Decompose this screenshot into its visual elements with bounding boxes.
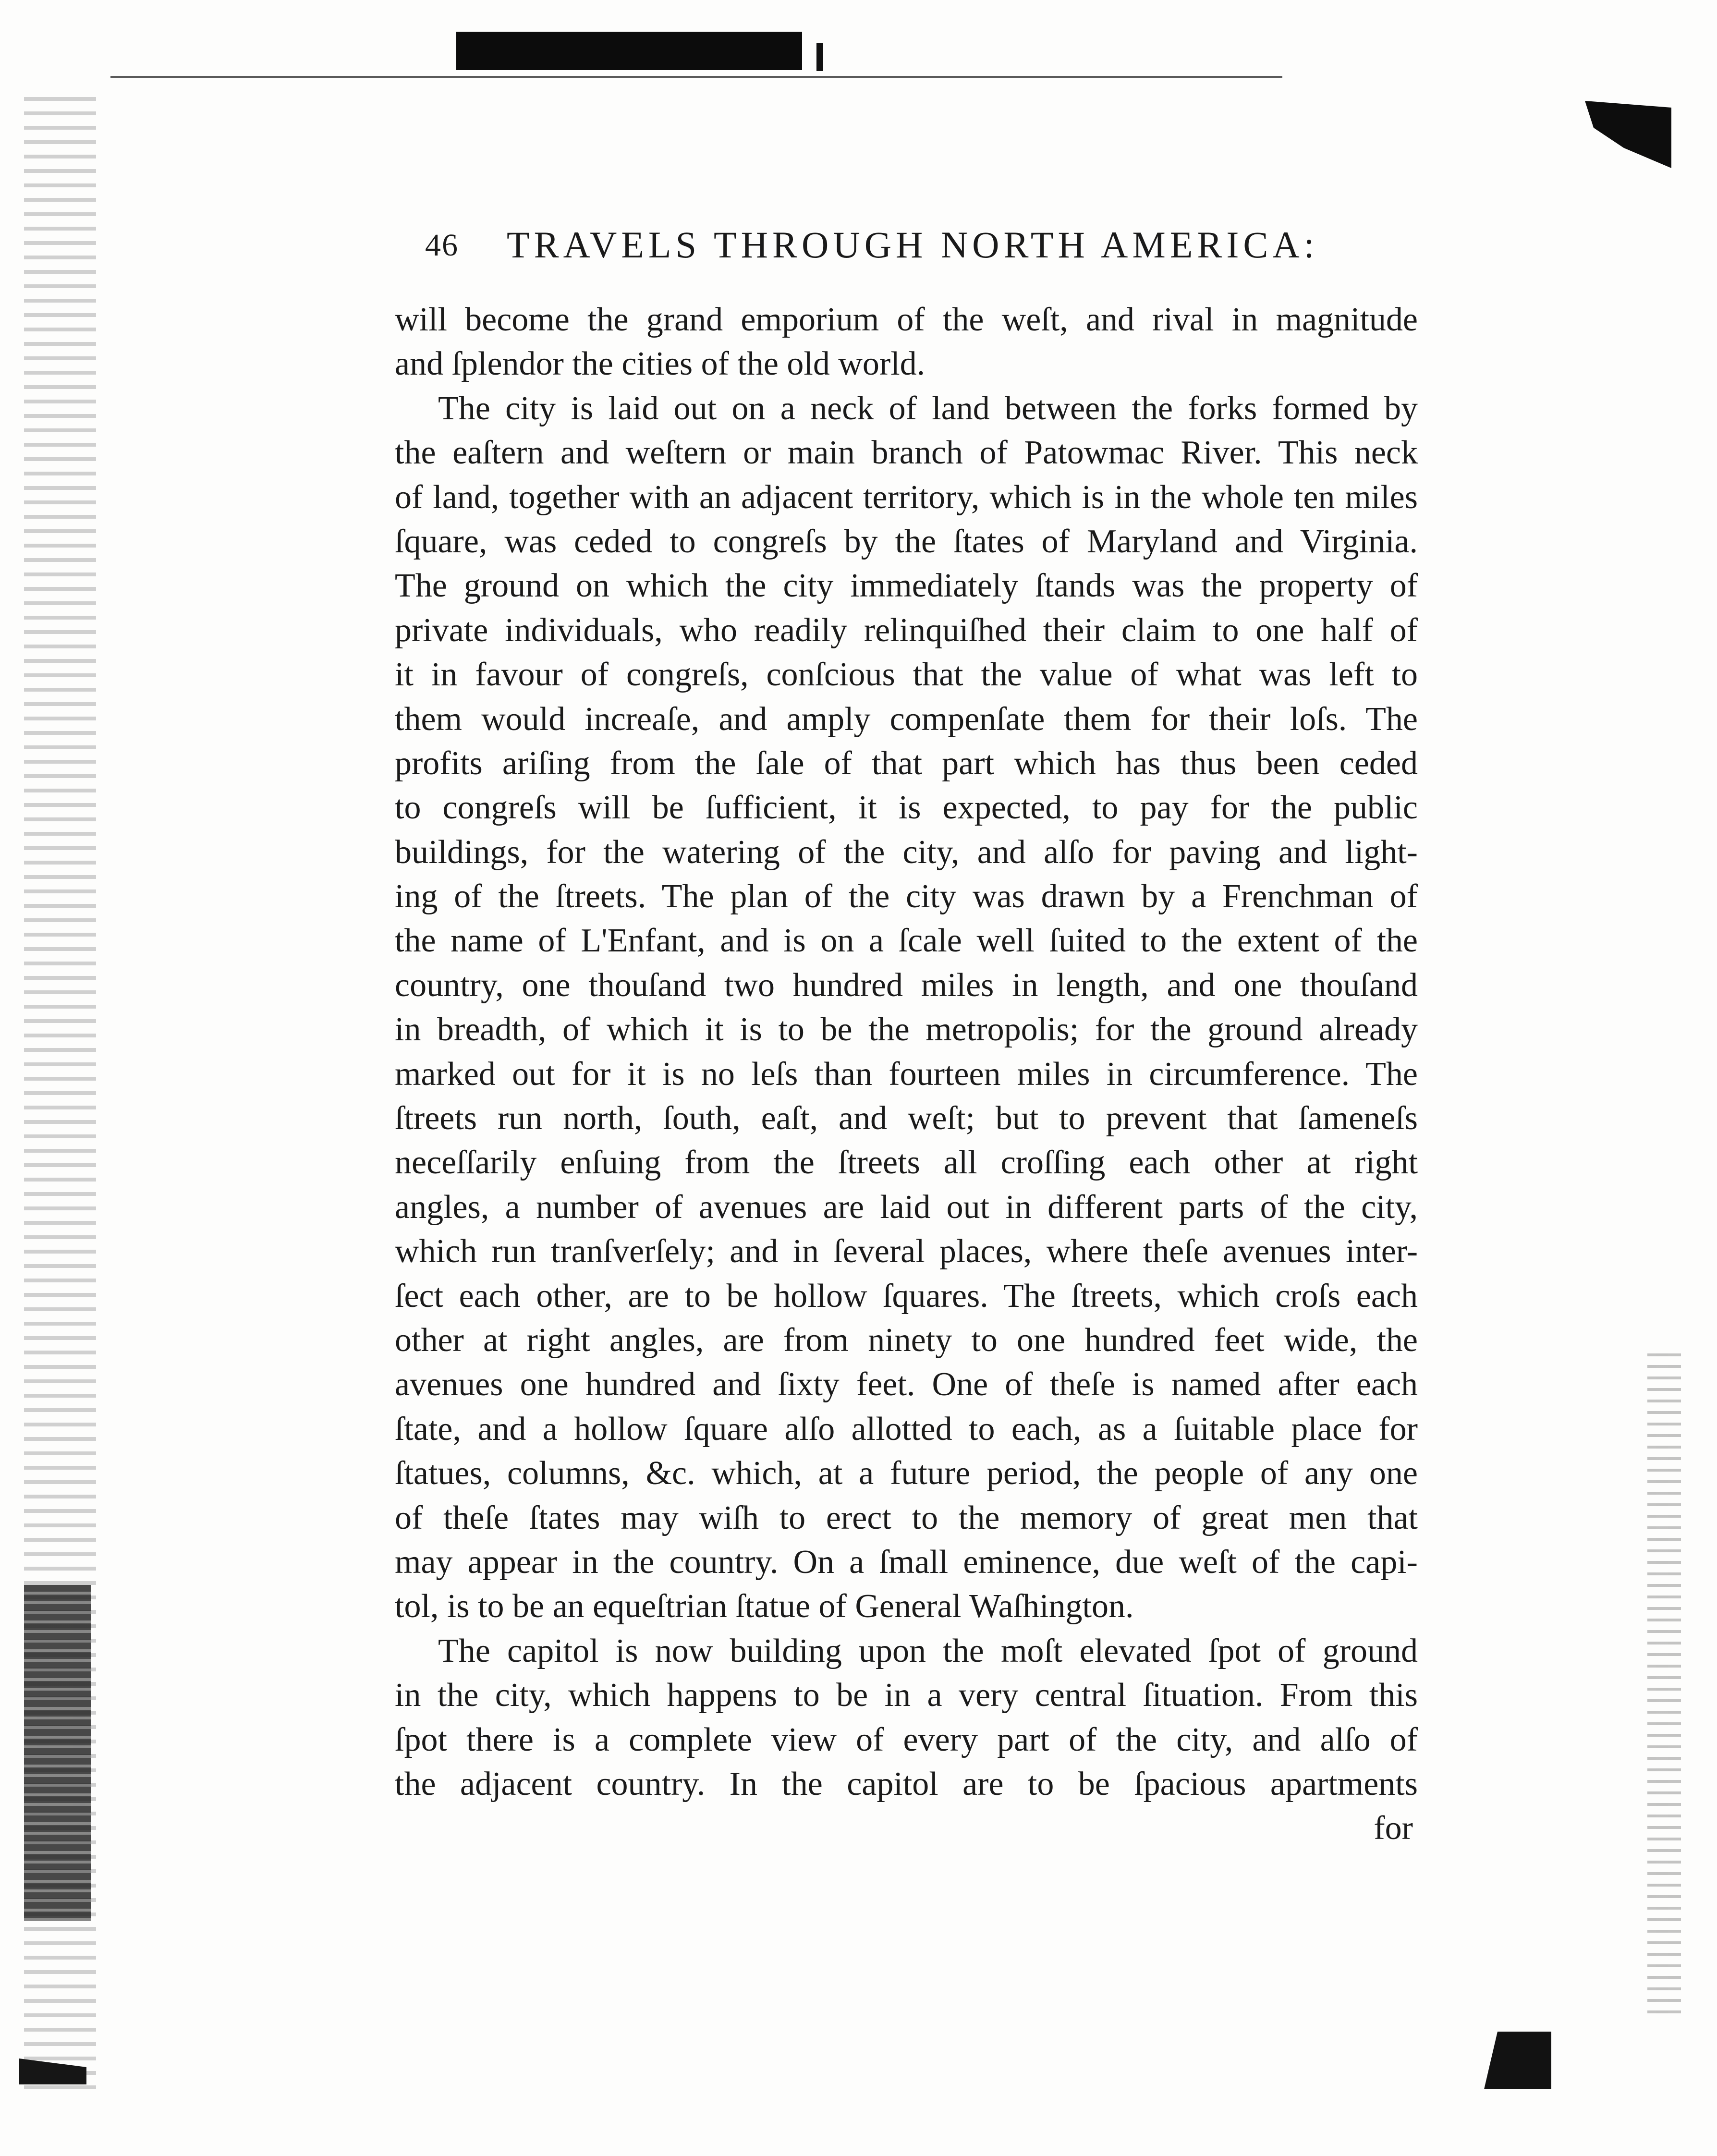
text-line: The capitol is now building upon the moſt elevated ſpot of ground [438, 1632, 1418, 1669]
text-line: private individuals, who readily relinquiſhed their claim to one half of [395, 611, 1418, 649]
text-line: it in favour of congreſs, conſcious that the value of what was left to [395, 656, 1418, 694]
text-line: buildings, for the watering of the city, and alſo for paving and light- [395, 833, 1418, 871]
text-line: to congreſs will be ſufficient, it is expected, to pay for the public [395, 789, 1418, 827]
text-line: marked out for it is no leſs than fourteen miles in circumference. The [395, 1055, 1418, 1093]
text-line: may appear in the country. On a ſmall eminence, due weſt of the capi- [395, 1543, 1418, 1581]
text-line: in the city, which happens to be in a very central ſituation. From this [395, 1677, 1418, 1714]
scan-artifact-top-tick [816, 43, 823, 71]
text-line: the adjacent country. In the capitol are to be ſpacious apartments [395, 1765, 1418, 1803]
scan-artifact-top-bar [456, 32, 802, 70]
text-line: ſtate, and a hollow ſquare alſo allotted to each, as a ſuitable place for [395, 1410, 1418, 1448]
text-line: neceſſarily enſuing from the ſtreets all croſſing each other at right [395, 1144, 1418, 1182]
text-line: ſtreets run north, ſouth, eaſt, and weſt; but to prevent that ſameneſs [395, 1100, 1418, 1137]
text-line: other at right angles, are from ninety to one hundred feet wide, the [395, 1321, 1418, 1359]
text-line: ſquare, was ceded to congreſs by the ſtates of Maryland and Virginia. [395, 523, 1418, 560]
scan-artifact-bottom-blot [1484, 2032, 1551, 2089]
text-line: ing of the ſtreets. The plan of the city was drawn by a Frenchman of [395, 878, 1418, 915]
text-line: The city is laid out on a neck of land between the forks formed by [438, 390, 1418, 427]
running-head-title: TRAVELS THROUGH NORTH AMERICA: [507, 224, 1319, 266]
text-line: ſect each other, are to be hollow ſquares. The ſtreets, which croſs each [395, 1277, 1418, 1315]
scan-artifact-top-rule [110, 76, 1282, 78]
text-line: profits ariſing from the ſale of that part which has thus been ceded [395, 744, 1418, 782]
text-line: which run tranſverſely; and in ſeveral places, where theſe avenues inter- [395, 1233, 1418, 1270]
scan-artifact-left-edge-dark [24, 1585, 91, 1921]
text-line: the eaſtern and weſtern or main branch of Patowmac River. This neck [395, 434, 1418, 472]
text-line: ſpot there is a complete view of every part of the city, and alſo of [395, 1721, 1418, 1758]
text-line: tol, is to be an equeſtrian ſtatue of General Waſhington. [395, 1588, 1134, 1625]
text-line: and ſplendor the cities of the old world. [395, 345, 925, 383]
text-line: will become the grand emporium of the weſt, and rival in magnitude [395, 301, 1418, 338]
text-line: them would increaſe, and amply compenſate them for their loſs. The [395, 700, 1418, 738]
text-line: of land, together with an adjacent territory, which is in the whole ten miles [395, 478, 1418, 516]
text-line: the name of L'Enfant, and is on a ſcale well ſuited to the extent of the [395, 922, 1418, 960]
catchword: for [1374, 1810, 1413, 1847]
page-number: 46 [425, 228, 459, 263]
running-header [425, 219, 1453, 271]
text-line: angles, a number of avenues are laid out in different parts of the city, [395, 1188, 1418, 1226]
text-line: ſtatues, columns, &c. which, at a future period, the people of any one [395, 1455, 1418, 1492]
text-line: of theſe ſtates may wiſh to erect to the memory of great men that [395, 1499, 1418, 1536]
text-line: The ground on which the city immediately ſtands was the property of [395, 567, 1418, 605]
body-text [395, 298, 1418, 1851]
scan-artifact-right-edge [1647, 1345, 1681, 2017]
scan-artifact-right-blot [1585, 101, 1671, 168]
text-line: avenues one hundred and ſixty feet. One of theſe is named after each [395, 1366, 1418, 1403]
text-line: in breadth, of which it is to be the metropolis; for the ground already [395, 1011, 1418, 1048]
text-line: country, one thouſand two hundred miles in length, and one thouſand [395, 966, 1418, 1004]
